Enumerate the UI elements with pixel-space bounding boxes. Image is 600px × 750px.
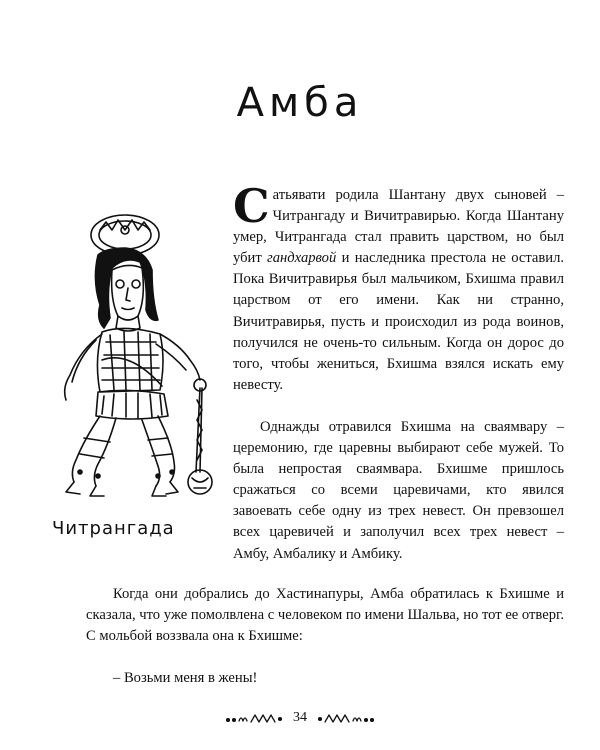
chitrangada-drawing-icon <box>40 210 230 500</box>
paragraph-1-end: и наследника престола не оставил. Пока Вичитравирья был мальчиком, Бхишма правил царством от его имени. Как ни странно, Вичитравирья, пусть и происходил из рода воинов, получился не очень-то сильным. Когда он дорос до того, чтобы жениться, Бхишма взялся искать ему невесту. <box>233 250 564 393</box>
illustration-caption: Читрангада <box>52 518 175 539</box>
paragraph-2: Однажды отравился Бхишма на сваямвару – церемонию, где царевны выбирают себе мужей. То была непростая сваямвара. Бхишме пришлось сражаться со всеми царевичами, кто явился завоевать себе одну из трех невест. Он превзошел всех царевичей и заполучил всех трех невест – Амбу, Амбалику и Амбику. <box>233 418 564 562</box>
chapter-title: Амба <box>236 80 364 126</box>
text-wide <box>86 584 564 689</box>
paragraph-4: – Возьми меня в жены! <box>113 670 258 687</box>
page-footer <box>0 708 600 728</box>
drop-cap: С <box>233 179 270 233</box>
paragraph-1-text: атьявати родила Шантану двух сыновей – Читрангаду и Вичитравирью. Когда Шантану умер, Читрангада стал править царством, но был убит <box>233 187 564 267</box>
zigzag-ornament-icon <box>225 712 283 724</box>
page-number: 34 <box>293 710 307 725</box>
zigzag-ornament-icon <box>317 712 375 724</box>
text-column <box>233 179 564 565</box>
paragraph-3: Когда они добрались до Хастинапуры, Амба обратилась к Бхишме и сказала, что уже помолвлена с человеком по имени Шальва, но тот ее отверг. С мольбой воззвала она к Бхишме: <box>86 586 564 645</box>
paragraph-1-italic: гандхарвой <box>267 250 337 267</box>
paragraph-1 <box>233 179 564 396</box>
